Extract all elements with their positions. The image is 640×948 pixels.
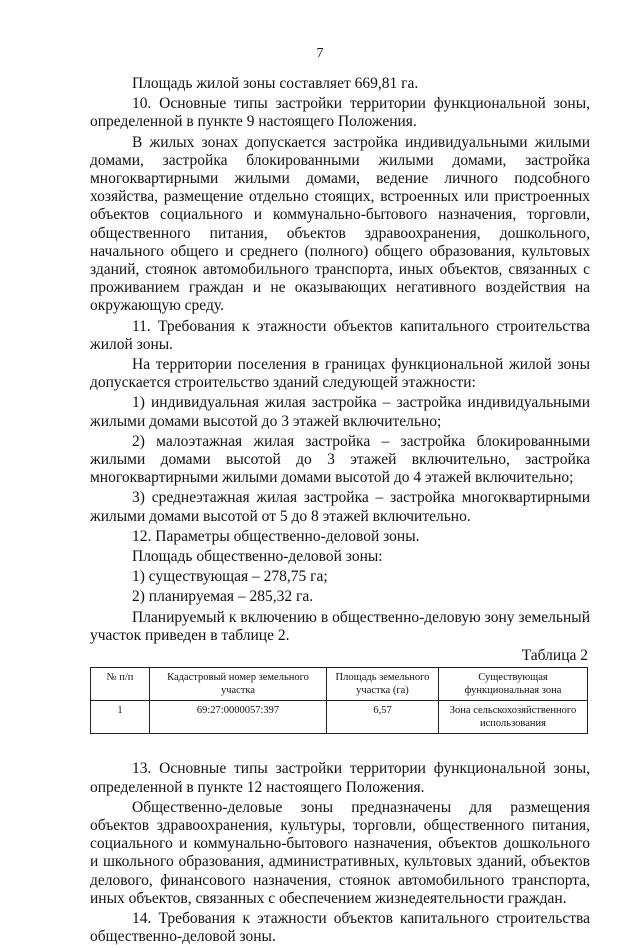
section-heading: 12. Параметры общественно-деловой зоны. <box>132 527 420 545</box>
header-functional-zone: Существующая функциональная зона <box>439 668 588 701</box>
paragraph: Площадь общественно-деловой зоны: <box>132 548 383 566</box>
cell-number: 1 <box>91 701 150 734</box>
table-row <box>91 701 588 734</box>
cell-cadastral-number: 69:27:0000057:397 <box>150 701 327 734</box>
paragraph: Общественно-деловые зоны предназначены для размещения объектов здравоохранения, культуры, торговли, общественного питания, социального и коммунально-бытового назначения, объектов дошкольного и школьного образования, административных, культовых зданий, объектов делового, финансового назначения, стоянок автомобильного транспорта, иных объектов, связанных с обеспечением жизнедеятельности граждан. <box>90 798 590 907</box>
document-body <box>90 75 590 948</box>
paragraph: Планируемый к включению в общественно-деловую зону земельный участок приведен в таблице 2. <box>90 608 590 644</box>
paragraph: В жилых зонах допускается застройка индивидуальными жилыми домами, застройка блокированными жилыми домами, застройка многоквартирными жилыми домами, ведение личного подсобного хозяйства, размещение отдельно стоящих, встроенных или пристроенных объектов социального и коммунально-бытового назначения, торговли, общественного питания, объектов здравоохранения, дошкольного, начального общего и среднего (полного) общего образования, культовых зданий, стоянок автомобильного транспорта, иных объектов, связанных с проживанием граждан и не оказывающих негативного воздействия на окружающую среду. <box>90 133 590 315</box>
list-item: 3) среднеэтажная жилая застройка – застройка многоквартирными жилыми домами высотой от 5 до 8 этажей включительно. <box>90 489 590 525</box>
list-item: 1) индивидуальная жилая застройка – застройка индивидуальными жилыми домами высотой до 3 этажей включительно; <box>90 394 590 430</box>
paragraph: Площадь жилой зоны составляет 669,81 га. <box>132 75 419 92</box>
section-heading: 11. Требования к этажности объектов капитального строительства жилой зоны. <box>90 317 590 353</box>
table-caption: Таблица 2 <box>521 647 588 665</box>
page-number: 7 <box>316 46 324 61</box>
section-heading: 14. Требования к этажности объектов капитального строительства общественно-деловой зоны. <box>90 909 590 946</box>
table-header-row <box>91 668 588 701</box>
paragraph: На территории поселения в границах функциональной жилой зоны допускается строительство зданий следующей этажности: <box>90 356 590 392</box>
section-heading: 13. Основные типы застройки территории функциональной зоны, определенной в пункте 12 настоящего Положения. <box>90 760 590 796</box>
list-item: 2) планируемая – 285,32 га. <box>132 588 314 606</box>
list-item: 2) малоэтажная жилая застройка – застройка блокированными жилыми домами высотой до 3 этажей включительно, застройка многоквартирными жилыми домами высотой до 4 этажей включительно; <box>90 432 590 487</box>
header-cadastral-number: Кадастровый номер земельного участка <box>150 668 327 701</box>
cell-functional-zone: Зона сельскохозяйственного использования <box>439 701 588 734</box>
header-number: № п/п <box>91 668 150 701</box>
section-heading: 10. Основные типы застройки территории функциональной зоны, определенной в пункте 9 настоящего Положения. <box>90 95 590 131</box>
cell-area: 6,57 <box>327 701 439 734</box>
list-item: 1) существующая – 278,75 га; <box>132 568 328 586</box>
land-parcel-table <box>90 667 588 734</box>
header-area: Площадь земельного участка (га) <box>327 668 439 701</box>
